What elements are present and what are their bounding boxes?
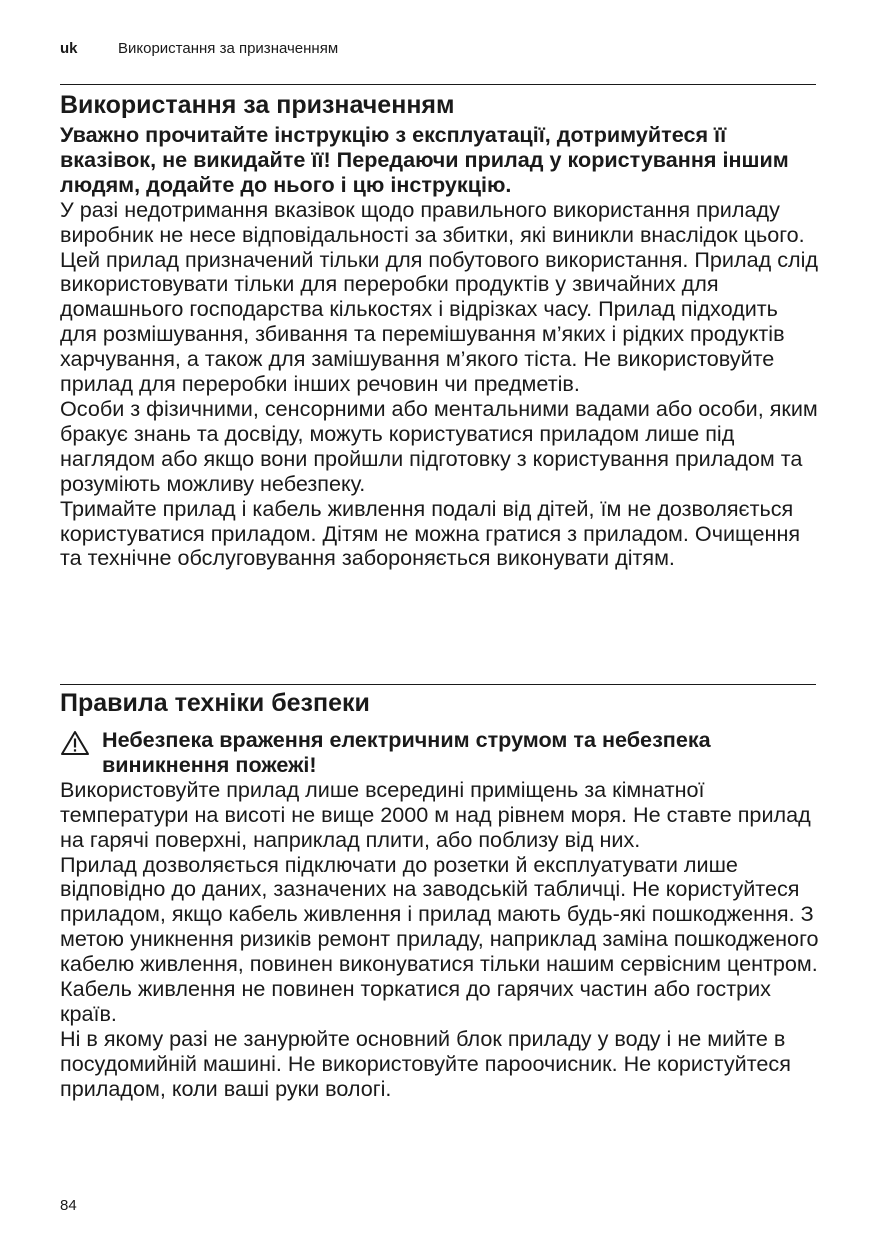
page-number: 84 — [60, 1197, 77, 1214]
section-divider — [60, 684, 816, 685]
section-intended-use — [60, 90, 820, 571]
section-safety-rules — [60, 688, 820, 1102]
warning-title: Небезпека враження електричним струмом та небезпека виникнення пожежі! — [102, 727, 711, 777]
paragraph: Цей прилад призначений тільки для побутового використання. Прилад слід використовувати тільки для переробки продуктів у звичайних для домашнього господарства кількостях і відрізках часу. Прилад підходить для розмішування, збивання та перемішування м’яких і рідких продуктів харчування, а також для замішування м’якого тіста. Не використовуйте прилад для переробки інших речовин чи предметів. — [60, 246, 818, 397]
paragraph: Прилад дозволяється підключати до розетки й експлуатувати лише відповідно до даних, зазначених на заводській табличці. Не користуйтеся приладом, якщо кабель живлення і прилад мають будь-які пошкодження. З метою уникнення ризиків ремонт приладу, наприклад заміна пошкодженого кабелю живлення, повинен виконуватися тільки нашим сервісним центром. — [60, 851, 819, 977]
section-heading: Правила техніки безпеки — [60, 689, 370, 717]
section-heading: Використання за призначенням — [60, 91, 455, 119]
language-code: uk — [60, 40, 78, 57]
paragraph: У разі недотримання вказівок щодо правильного використання приладу виробник не несе відповідальності за збитки, які виникли внаслідок цього. — [60, 196, 805, 247]
paragraph: Тримайте прилад і кабель живлення подалі від дітей, їм не дозволяється користуватися приладом. Дітям не можна гратися з приладом. Очищення та технічне обслуговування забороняється виконувати дітям. — [60, 495, 801, 571]
warning-block — [60, 728, 820, 778]
paragraph: Особи з фізичними, сенсорними або ментальними вадами або особи, яким бракує знань та досвіду, можуть користуватися приладом лише під наглядом або якщо вони пройшли підготовку з користування приладом та розуміють можливу небезпеку. — [60, 395, 818, 496]
paragraph: Ні в якому разі не занурюйте основний блок приладу у воду і не мийте в посудомийній машині. Не використовуйте пароочисник. Не користуйтеся приладом, коли ваші руки вологі. — [60, 1025, 791, 1101]
running-title: Використання за призначенням — [118, 40, 339, 57]
intro-bold-paragraph: Уважно прочитайте інструкцію з експлуатації, дотримуйтеся її вказівок, не викидайте її! Передаючи прилад у користування іншим людям, додайте до нього і цю інструкцію. — [60, 122, 789, 197]
warning-triangle-icon — [60, 730, 90, 756]
paragraph: Використовуйте прилад лише всередині приміщень за кімнатної температури на висоті не вище 2000 м над рівнем моря. Не ставте прилад на гарячі поверхні, наприклад плити, або поблизу від них. — [60, 776, 811, 852]
paragraph: Кабель живлення не повинен торкатися до гарячих частин або гострих країв. — [60, 976, 771, 1026]
header-divider — [60, 84, 816, 85]
page-header — [60, 40, 338, 57]
